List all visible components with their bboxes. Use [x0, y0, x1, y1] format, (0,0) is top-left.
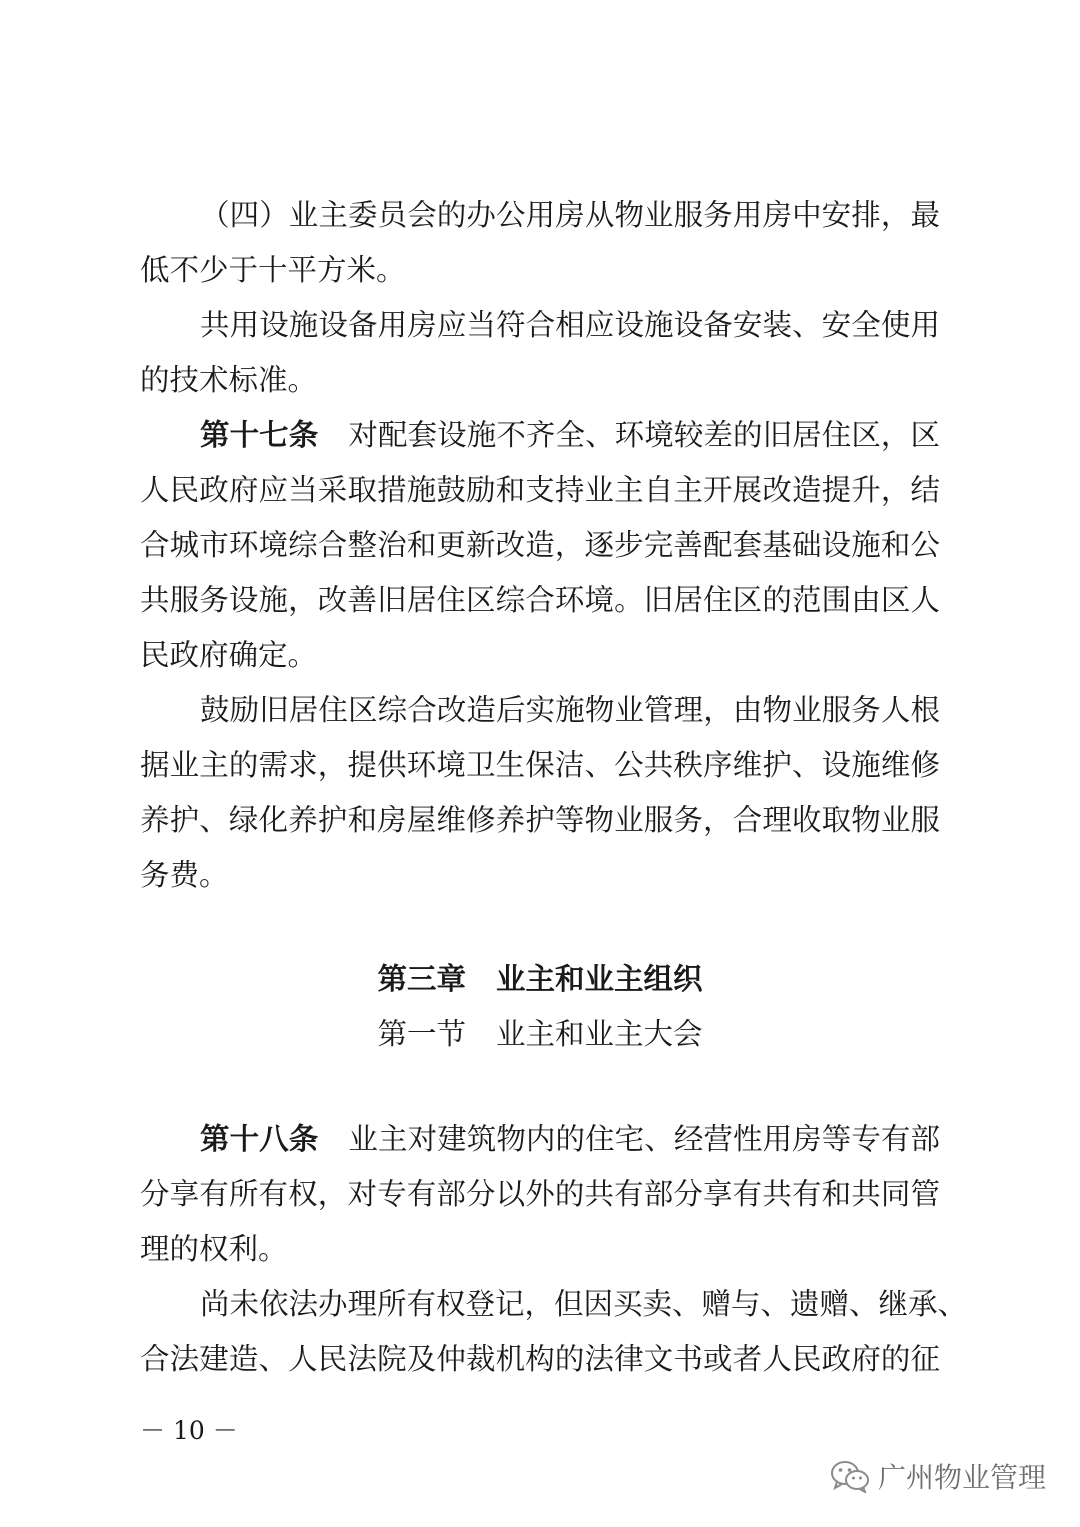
text-line: 民政府确定。 — [140, 638, 318, 672]
chapter-heading — [0, 962, 1080, 996]
text-line: 鼓励旧居住区综合改造后实施物业管理，由物业服务人根 — [200, 693, 940, 727]
article-18-first-line — [140, 1122, 940, 1156]
text-line: 尚未依法办理所有权登记，但因买卖、赠与、遗赠、继承、 — [200, 1287, 968, 1321]
text-line: 合法建造、人民法院及仲裁机构的法律文书或者人民政府的征 — [140, 1342, 940, 1376]
text-line: 养护、绿化养护和房屋维修养护等物业服务，合理收取物业服 — [140, 803, 940, 837]
text-line: 低不少于十平方米。 — [140, 253, 406, 287]
text-line: 共服务设施，改善旧居住区综合环境。旧居住区的范围由区人 — [140, 583, 940, 617]
article-17-first-line — [140, 418, 940, 452]
text-line: 对配套设施不齐全、环境较差的旧居住区，区 — [348, 418, 940, 452]
text-line: 理的权利。 — [140, 1232, 288, 1266]
section-title: 业主和业主大会 — [496, 1017, 703, 1051]
text-line: 分享有所有权，对专有部分以外的共有部分享有共有和共同管 — [140, 1177, 940, 1211]
wechat-icon — [830, 1459, 870, 1493]
watermark-text: 广州物业管理 — [877, 1461, 1046, 1494]
article-18-label: 第十八条 — [200, 1122, 319, 1156]
page-number: － 10 － — [140, 1416, 238, 1445]
text-line: 业主对建筑物内的住宅、经营性用房等专有部 — [348, 1122, 940, 1156]
section-number: 第一节 — [377, 1017, 466, 1051]
text-line: 人民政府应当采取措施鼓励和支持业主自主开展改造提升，结 — [140, 473, 940, 507]
chapter-number: 第三章 — [377, 962, 466, 996]
text-line: 合城市环境综合整治和更新改造，逐步完善配套基础设施和公 — [140, 528, 940, 562]
text-line: 务费。 — [140, 858, 229, 892]
text-line: 据业主的需求，提供环境卫生保洁、公共秩序维护、设施维修 — [140, 748, 940, 782]
text-line: 共用设施设备用房应当符合相应设施设备安装、安全使用 — [200, 308, 940, 342]
chapter-title: 业主和业主组织 — [496, 962, 703, 996]
section-heading — [0, 1017, 1080, 1051]
article-17-label: 第十七条 — [200, 418, 319, 452]
wechat-watermark — [830, 1456, 1046, 1496]
text-line: 的技术标准。 — [140, 363, 318, 397]
text-line: （四）业主委员会的办公用房从物业服务用房中安排，最 — [200, 198, 940, 232]
